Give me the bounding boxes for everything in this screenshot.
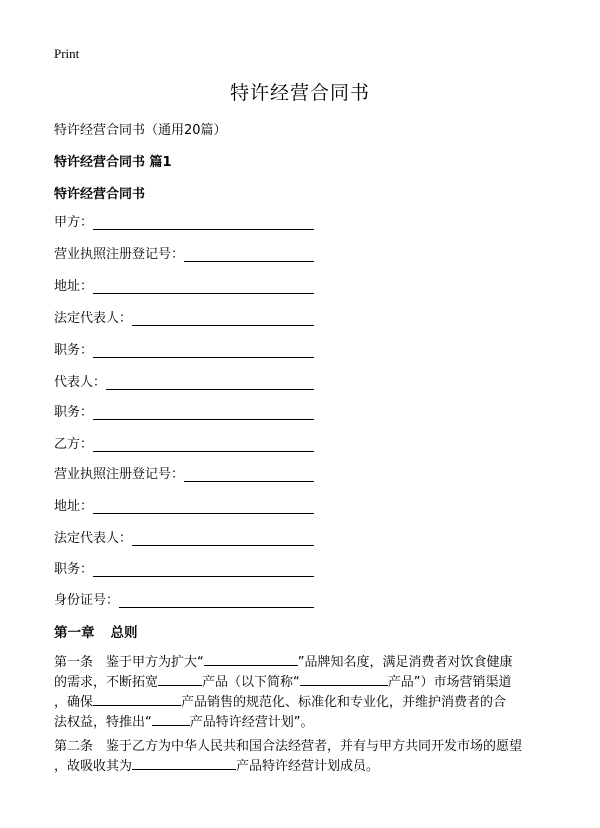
article-1-text: ，确保 [54, 695, 94, 710]
chapter-heading [54, 621, 138, 641]
article-1-text: 产品（以下简称“ [202, 675, 300, 690]
chapter-number: 第一章 [54, 625, 95, 641]
form-field [54, 242, 324, 262]
field-label: 法定代表人： [54, 531, 133, 546]
chapter-name: 总则 [110, 625, 138, 641]
form-field [54, 494, 324, 514]
contract-heading: 特许经营合同书 [54, 187, 146, 202]
field-label: 职务： [54, 405, 94, 420]
article-1-text: 的需求，不断拓宽 [54, 675, 159, 690]
article-1-text: 法权益，特推出“ [54, 715, 152, 730]
field-label: 身份证号： [54, 593, 120, 608]
blank-line [158, 672, 202, 686]
blank-line [93, 692, 181, 706]
form-field [54, 462, 324, 482]
page-title: 特许经营合同书 [229, 82, 370, 104]
form-field [54, 370, 324, 390]
field-underline [93, 213, 314, 230]
article-2-text: 第二条 鉴于乙方为中华人民共和国合法经营者，并有与甲方共同开发市场的愿望 [54, 739, 523, 754]
article-1-text: ”品牌知名度，满足消费者对饮食健康 [297, 655, 513, 670]
field-label: 地址： [54, 499, 94, 514]
field-underline [93, 341, 314, 358]
article-1-text: 产品”）市场营销渠道 [387, 675, 512, 690]
form-field [54, 588, 324, 608]
form-field [54, 306, 324, 326]
form-field [54, 400, 324, 420]
field-label: 代表人： [54, 375, 107, 390]
article-1 [54, 652, 554, 732]
article-1-text: 产品销售的规范化、标准化和专业化，并维护消费者的合 [181, 695, 507, 710]
field-underline [93, 560, 314, 577]
field-underline [119, 591, 314, 608]
field-underline [132, 309, 314, 326]
field-label: 地址： [54, 279, 94, 294]
field-underline [106, 373, 314, 390]
field-underline [93, 497, 314, 514]
field-underline [184, 465, 314, 482]
blank-line [300, 672, 388, 686]
form-field [54, 432, 324, 452]
article-2-text: 产品特许经营计划成员。 [236, 759, 380, 774]
field-underline [93, 435, 314, 452]
print-link[interactable]: Print [54, 46, 80, 61]
field-underline [184, 245, 314, 262]
blank-line [132, 756, 236, 770]
field-label: 职务： [54, 343, 94, 358]
form-field [54, 210, 324, 230]
field-underline [93, 277, 314, 294]
field-label: 营业执照注册登记号： [54, 247, 185, 262]
field-label: 乙方： [54, 437, 94, 452]
blank-line [152, 712, 190, 726]
article-2 [54, 738, 554, 776]
field-underline [132, 529, 314, 546]
field-underline [93, 403, 314, 420]
field-label: 法定代表人： [54, 311, 133, 326]
article-2-text: ，故吸收其为 [54, 759, 133, 774]
field-label: 营业执照注册登记号： [54, 467, 185, 482]
blank-line [204, 652, 298, 666]
form-field [54, 557, 324, 577]
article-1-text: 第一条 鉴于甲方为扩大“ [54, 655, 204, 670]
form-field [54, 274, 324, 294]
field-label: 职务： [54, 562, 94, 577]
field-label: 甲方： [54, 215, 94, 230]
document-subtitle: 特许经营合同书（通用20篇） [54, 123, 227, 138]
article-1-text: 产品特许经营计划”。 [189, 715, 314, 730]
section-heading: 特许经营合同书 篇1 [54, 155, 172, 170]
form-field [54, 338, 324, 358]
form-field [54, 526, 324, 546]
